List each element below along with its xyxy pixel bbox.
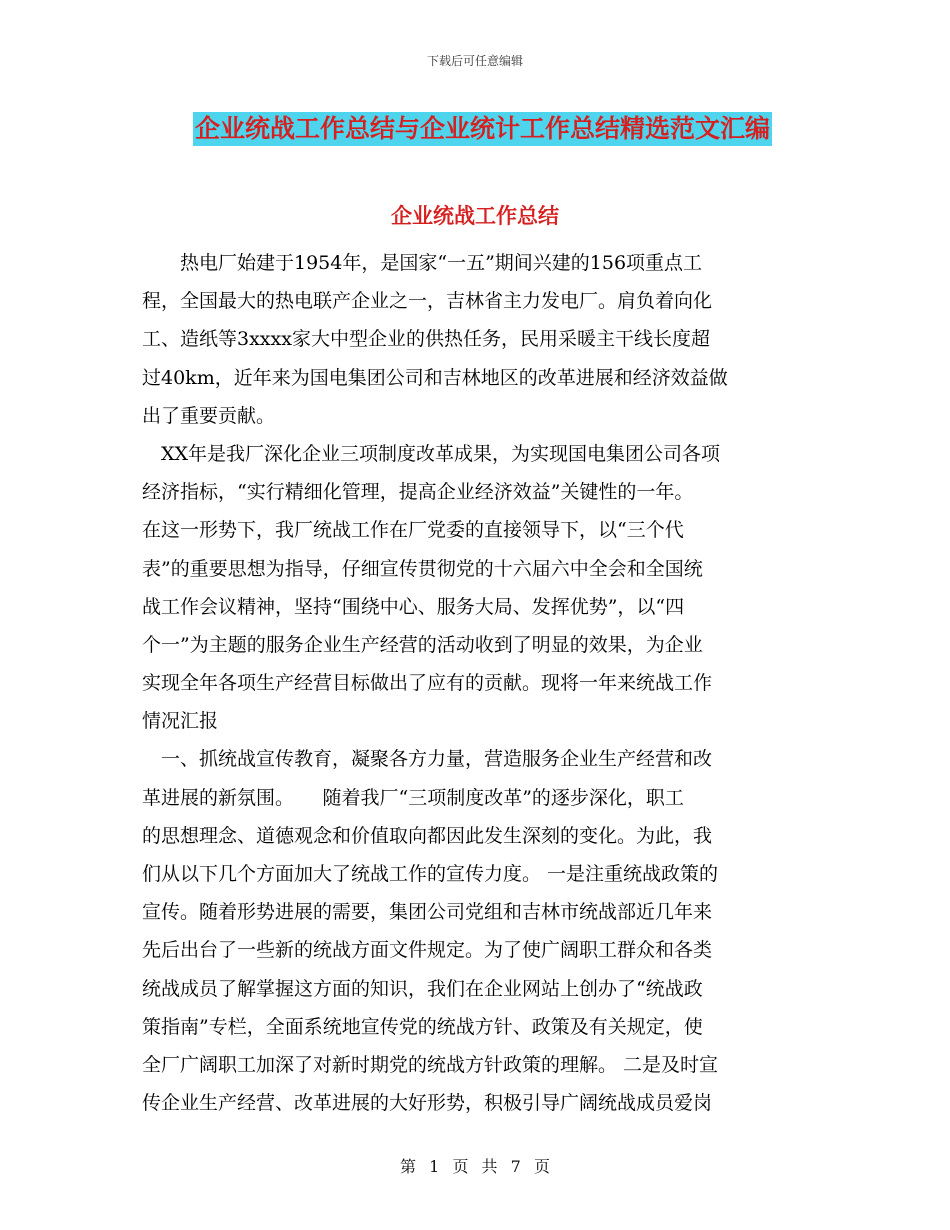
page-label-prefix: 第 bbox=[400, 1157, 417, 1176]
text-line: 程，全国最大的热电联产企业之一，吉林省主力发电厂。肩负着向化 bbox=[142, 290, 713, 313]
text-line: 工、造纸等3xxxx家大中型企业的供热任务，民用采暖主干线长度超 bbox=[142, 328, 710, 351]
text-line: 一、抓统战宣传教育，凝聚各方力量，营造服务企业生产经营和改 bbox=[142, 748, 713, 771]
total-pages: 7 bbox=[510, 1157, 521, 1176]
text-line: 策指南”专栏，全面系统地宣传党的统战方针、政策及有关规定，使 bbox=[142, 1015, 703, 1038]
total-label-suffix: 页 bbox=[533, 1157, 550, 1176]
text-line: 们从以下几个方面加大了统战工作的宣传力度。 一是注重统战政策的 bbox=[142, 863, 719, 885]
header-note: 下载后可任意编辑 bbox=[426, 54, 523, 68]
text-line: 个一”为主题的服务企业生产经营的活动收到了明显的效果，为企业 bbox=[142, 633, 703, 656]
page-number: 1 bbox=[429, 1157, 440, 1176]
page-footer bbox=[0, 1154, 950, 1177]
text-line: 过40km，近年来为国电集团公司和吉林地区的改革进展和经济效益做 bbox=[142, 366, 728, 389]
body-text bbox=[142, 244, 812, 1122]
text-line: XX年是我厂深化企业三项制度改革成果，为实现国电集团公司各项 bbox=[142, 442, 721, 465]
text-line: 革进展的新氛围。 随着我厂“三项制度改革”的逐步深化，职工 bbox=[142, 786, 684, 809]
text-line: 统战成员了解掌握这方面的知识，我们在企业网站上创办了“统战政 bbox=[142, 977, 703, 1000]
text-line: 的思想理念、道德观念和价值取向都因此发生深刻的变化。为此，我 bbox=[142, 824, 713, 847]
text-line: 出了重要贡献。 bbox=[142, 404, 276, 427]
total-label-prefix: 共 bbox=[481, 1157, 498, 1176]
text-line: 热电厂始建于1954年，是国家“一五”期间兴建的156项重点工 bbox=[142, 252, 703, 274]
text-line: 实现全年各项生产经营目标做出了应有的贡献。现将一年来统战工作 bbox=[142, 672, 713, 695]
text-line: 宣传。随着形势进展的需要，集团公司党组和吉林市统战部近几年来 bbox=[142, 901, 713, 924]
document-title: 企业统战工作总结与企业统计工作总结精选范文汇编 bbox=[193, 112, 772, 146]
text-line: 传企业生产经营、改革进展的大好形势，积极引导广阔统战成员爱岗 bbox=[142, 1092, 713, 1115]
page-label-mid: 页 bbox=[452, 1157, 469, 1176]
section-heading: 企业统战工作总结 bbox=[391, 204, 559, 228]
text-line: 全厂广阔职工加深了对新时期党的统战方针政策的理解。 二是及时宣 bbox=[142, 1053, 719, 1076]
text-line: 经济指标，“实行精细化管理，提高企业经济效益”关键性的一年。 bbox=[142, 481, 694, 504]
text-line: 先后出台了一些新的统战方面文件规定。为了使广阔职工群众和各类 bbox=[142, 939, 713, 962]
text-line: 情况汇报 bbox=[142, 710, 219, 733]
text-line: 战工作会议精神，坚持“围绕中心、服务大局、发挥优势”，以“四 bbox=[142, 595, 685, 618]
text-line: 在这一形势下，我厂统战工作在厂党委的直接领导下，以“三个代 bbox=[142, 519, 684, 542]
text-line: 表”的重要思想为指导，仔细宣传贯彻党的十六届六中全会和全国统 bbox=[142, 557, 703, 580]
